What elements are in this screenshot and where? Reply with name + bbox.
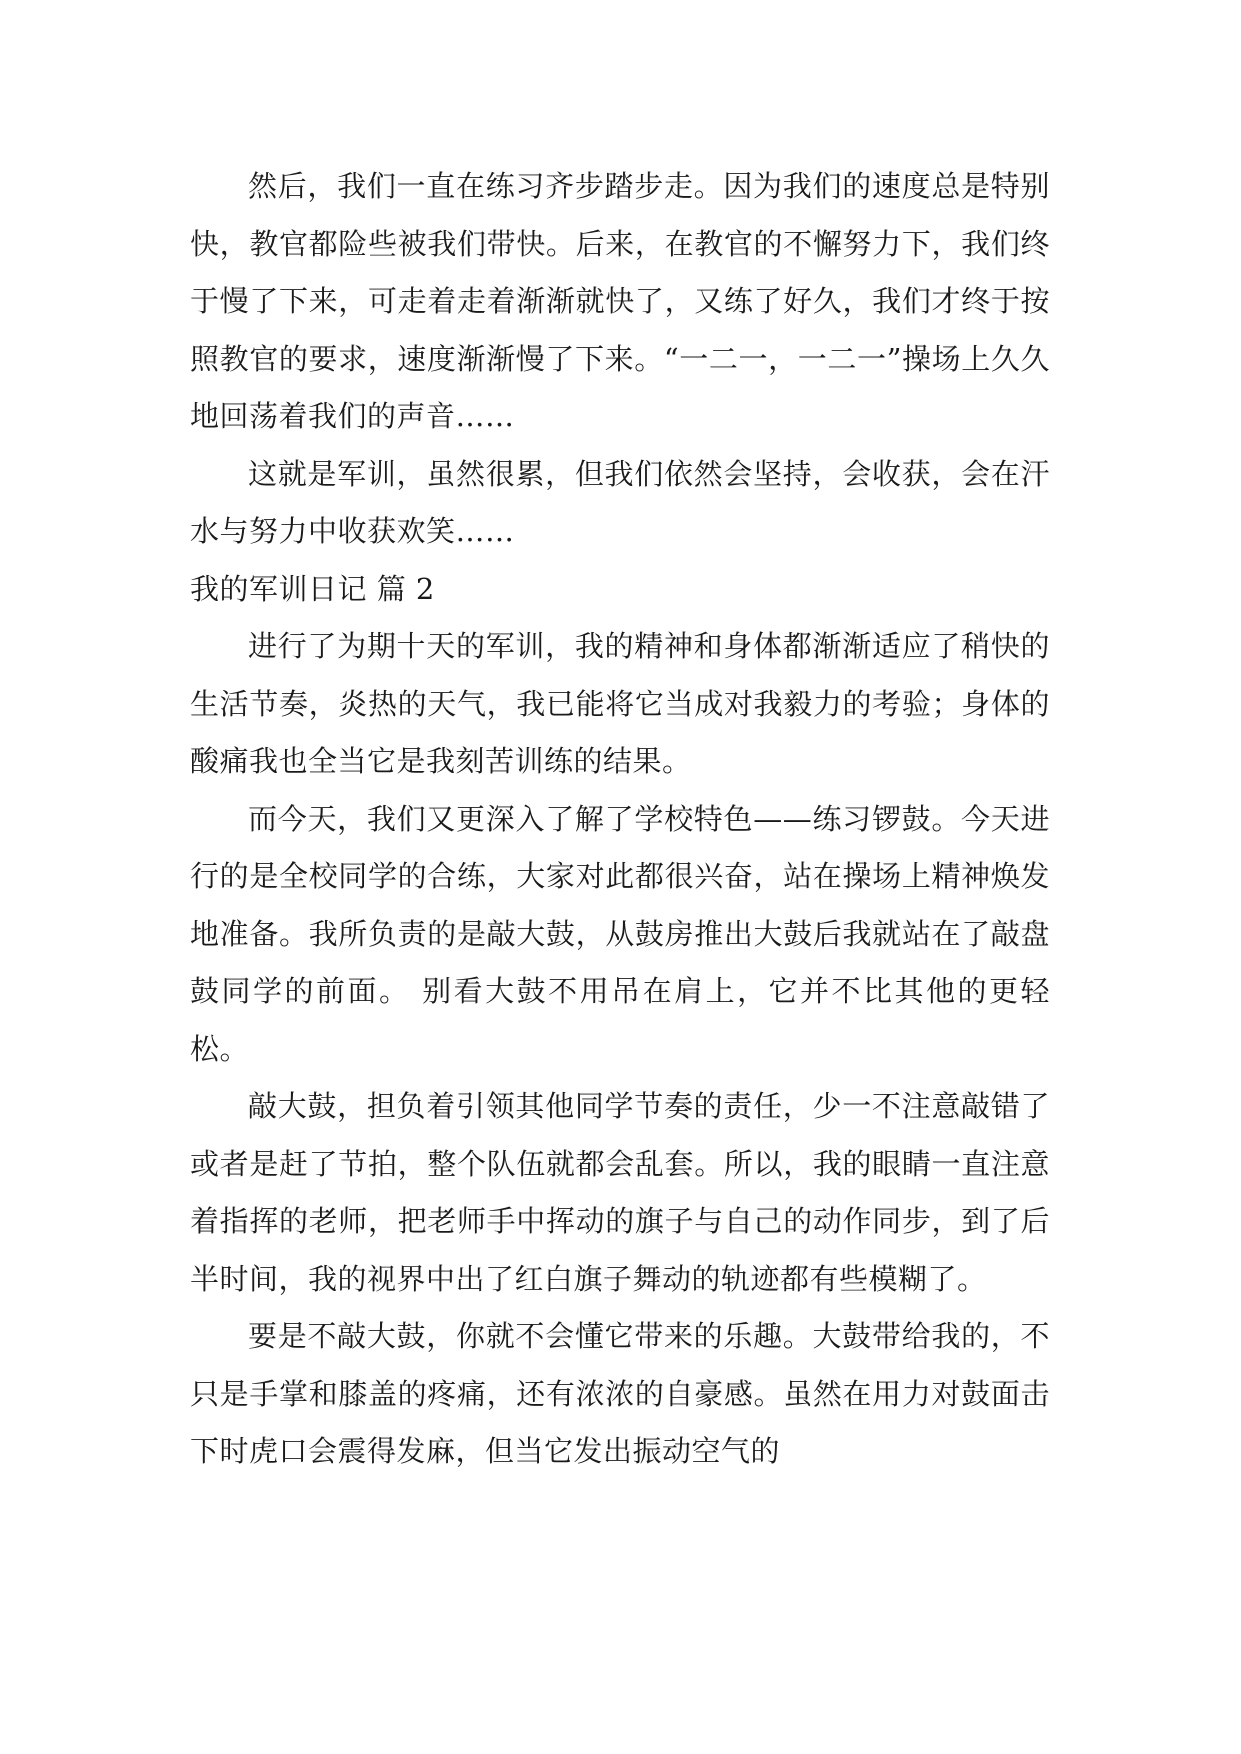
paragraph-drill-practice: 然后，我们一直在练习齐步踏步走。因为我们的速度总是特别快，教官都险些被我们带快。后来，在教官的不懈努力下，我们终于慢了下来，可走着走着渐渐就快了，又练了好久，我们才终于按照教官的要求，速度渐渐慢了下来。“一二一，一二一”操场上久久地回荡着我们的声音……	[190, 169, 1050, 433]
paragraph-gong-drum-practice: 而今天，我们又更深入了解了学校特色——练习锣鼓。今天进行的是全校同学的合练，大家对此都很兴奋，站在操场上精神焕发地准备。我所负责的是敲大鼓，从鼓房推出大鼓后我就站在了敲盘鼓同学的前面。 别看大鼓不用吊在肩上，它并不比其他的更轻松。	[190, 801, 1050, 1066]
paragraph-big-drum-responsibility: 敲大鼓，担负着引领其他同学节奏的责任，少一不注意敲错了或者是赶了节拍，整个队伍就都会乱套。所以，我的眼睛一直注意着指挥的老师，把老师手中挥动的旗子与自己的动作同步，到了后半时间，我的视界中出了红白旗子舞动的轨迹都有些模糊了。	[190, 1089, 1050, 1296]
paragraph-ten-days-training: 进行了为期十天的军训，我的精神和身体都渐渐适应了稍快的生活节奏，炎热的天气，我已能将它当成对我毅力的考验；身体的酸痛我也全当它是我刻苦训练的结果。	[190, 629, 1050, 778]
document-body	[190, 158, 1050, 1481]
paragraph-military-training-summary: 这就是军训，虽然很累，但我们依然会坚持，会收获，会在汗水与努力中收获欢笑……	[190, 456, 1050, 548]
paragraph-big-drum-joy: 要是不敲大鼓，你就不会懂它带来的乐趣。大鼓带给我的，不只是手掌和膝盖的疼痛，还有浓浓的自豪感。虽然在用力对鼓面击下时虎口会震得发麻，但当它发出振动空气的	[190, 1319, 1050, 1468]
section-title: 我的军训日记 篇 2	[190, 571, 435, 606]
